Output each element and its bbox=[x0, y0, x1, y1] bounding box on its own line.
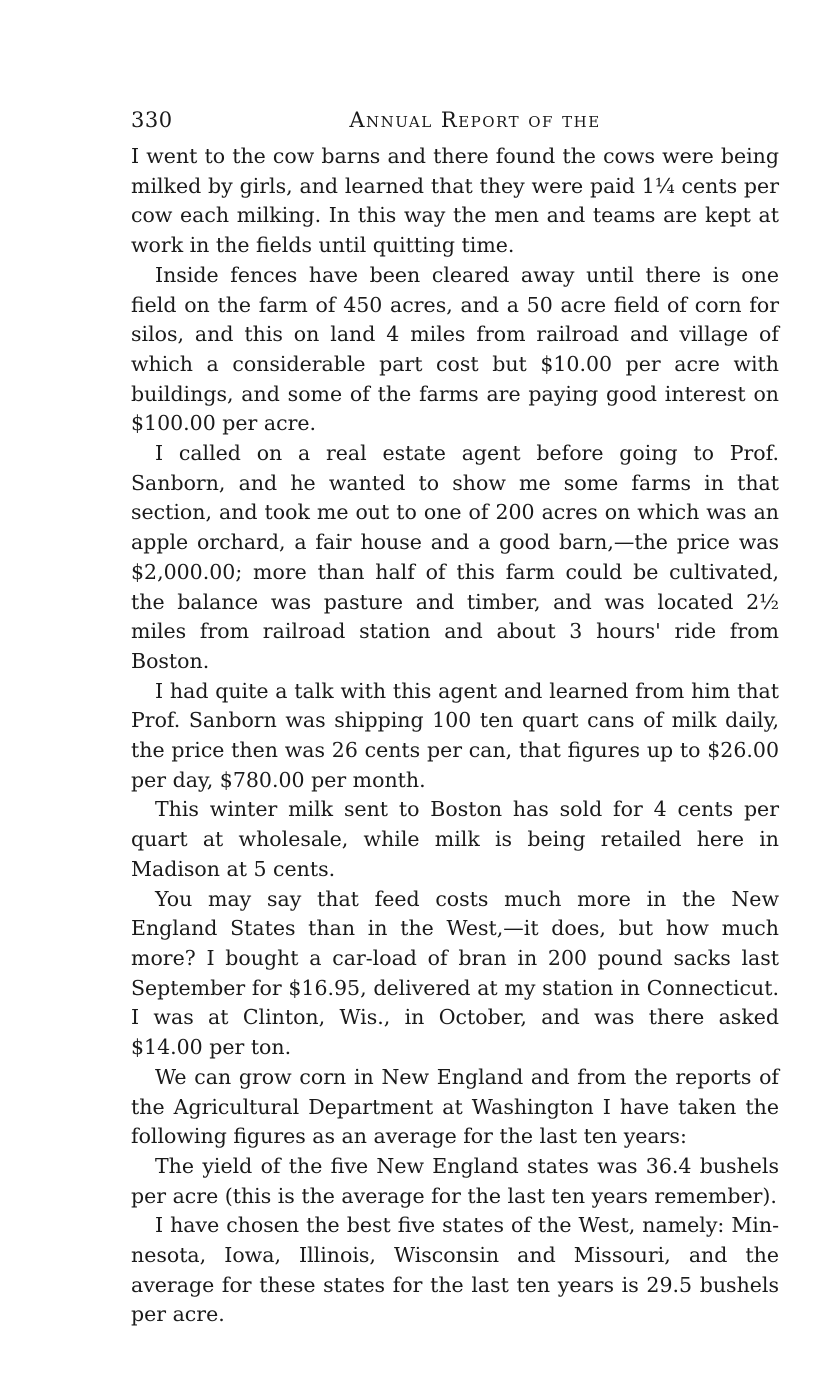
page-number: 330 bbox=[131, 108, 173, 132]
body-text bbox=[131, 142, 779, 1330]
running-head bbox=[131, 108, 779, 142]
paragraph: Inside fences have been cleared away until there is one field on the farm of 450 acres, and a 50 acre field of corn for silos, and this on land 4 miles from railroad and village of which a considerable part cost but $10.00 per acre with buildings, and some of the farms are paying good interest on $100.00 per acre. bbox=[131, 262, 779, 436]
paragraph: This winter milk sent to Boston has sold for 4 cents per quart at wholesale, while milk is being retailed here in Madison at 5 cents. bbox=[131, 797, 779, 881]
paragraph: I have chosen the best five states of the West, namely: Min-nesota, Iowa, Illinois, Wisconsin and Missouri, and the average for these states for the last ten years is 29.5 bushels per acre. bbox=[131, 1213, 779, 1327]
document-page bbox=[131, 108, 779, 1330]
paragraph: I went to the cow barns and there found the cows were being milked by girls, and learned that they were paid 1¼ cents per cow each milking. In this way the men and teams are kept at work in the fields until quitting time. bbox=[131, 144, 779, 258]
paragraph: You may say that feed costs much more in the New England States than in the West,—it does, but how much more? I bought a car-load of bran in 200 pound sacks last September for $16.95, delivered at my station in Connecticut. I was at Clinton, Wis., in October, and was there asked $14.00 per ton. bbox=[131, 886, 779, 1060]
paragraph: I called on a real estate agent before going to Prof. Sanborn, and he wanted to show me some farms in that section, and took me out to one of 200 acres on which was an apple orchard, a fair house and a good barn,—the price was $2,000.00; more than half of this farm could be cultivated, the balance was pasture and timber, and was located 2½ miles from railroad station and about 3 hours' ride from Boston. bbox=[131, 441, 779, 673]
paragraph: The yield of the five New England states was 36.4 bushels per acre (this is the average for the last ten years remember). bbox=[131, 1153, 779, 1208]
paragraph: We can grow corn in New England and from the reports of the Agricultural Department at Washington I have taken the following figures as an average for the last ten years: bbox=[131, 1064, 779, 1149]
running-title: Annual Report of the bbox=[349, 108, 601, 132]
paragraph: I had quite a talk with this agent and learned from him that Prof. Sanborn was shipping 100 ten quart cans of milk daily, the price then was 26 cents per can, that figures up to $26.00 per day, $780.00 per month. bbox=[131, 678, 779, 792]
